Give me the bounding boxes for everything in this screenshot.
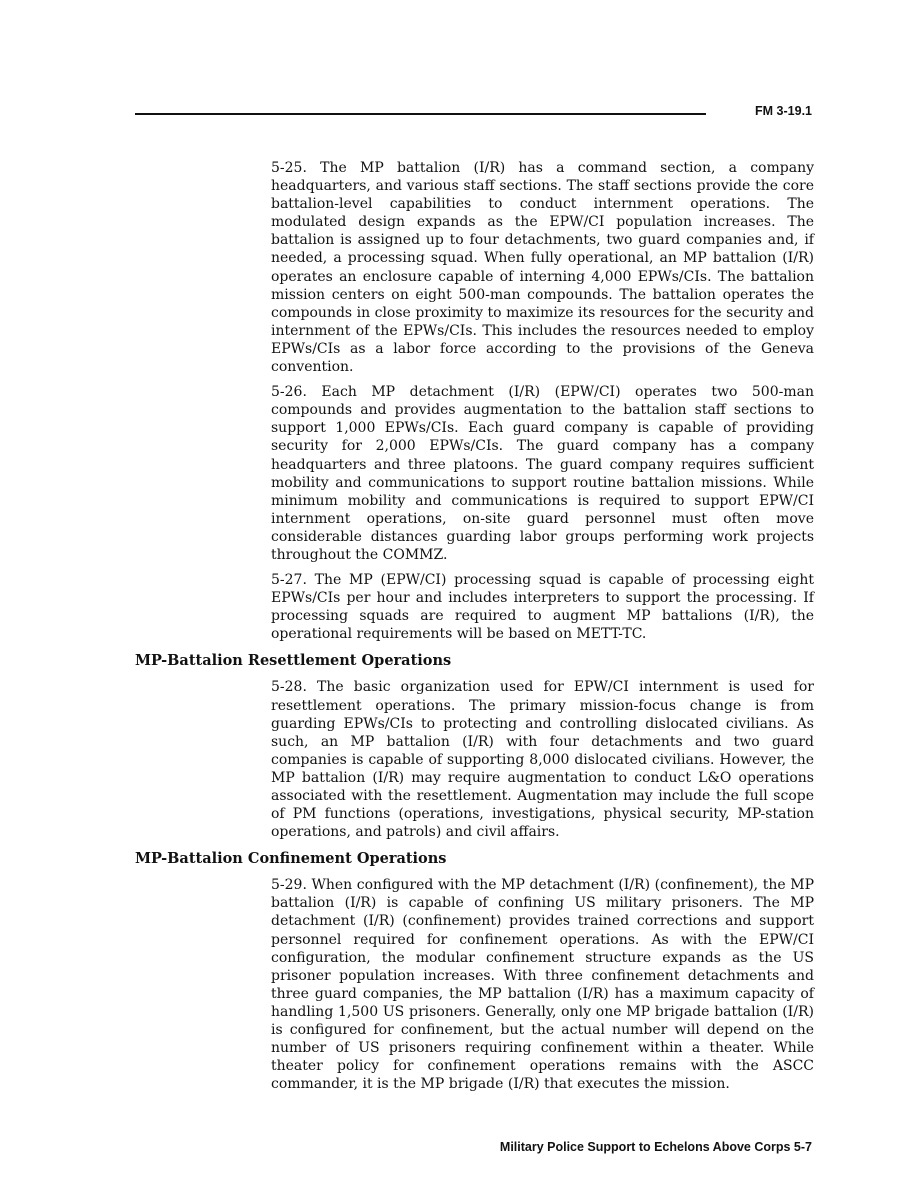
heading-resettlement-operations: MP-Battalion Resettlement Operations xyxy=(135,652,452,670)
paragraph-5-25: 5-25. The MP battalion (I/R) has a command section, a company headquarters, and various staff sections. The staff sections provide the core battalion-level capabilities to conduct internment operations. The modulated design expands as the EPW/CI population increases. The battalion is assigned up to four detachments, two guard companies and, if needed, a processing squad. When fully operational, an MP battalion (I/R) operates an enclosure capable of interning 4,000 EPWs/CIs. The battalion mission centers on eight 500-man compounds. The battalion operates the compounds in close proximity to maximize its resources for the security and internment of the EPWs/CIs. This includes the resources needed to employ EPWs/CIs as a labor force according to the provisions of the Geneva convention. xyxy=(271,160,814,376)
heading-confinement-operations: MP-Battalion Confinement Operations xyxy=(135,850,447,868)
document-code: FM 3-19.1 xyxy=(755,104,812,118)
page-body xyxy=(135,159,814,1100)
paragraph-5-26: 5-26. Each MP detachment (I/R) (EPW/CI) operates two 500-man compounds and provides augmentation to the battalion staff sections to support 1,000 EPWs/CIs. Each guard company is capable of providing security for 2,000 EPWs/CIs. The guard company has a company headquarters and three platoons. The guard company requires sufficient mobility and communications to support routine battalion missions. While minimum mobility and communications is required to support EPW/CI internment operations, on-site guard personnel must often move considerable distances guarding labor groups performing work projects throughout the COMMZ. xyxy=(271,384,814,563)
page-footer: Military Police Support to Echelons Above Corps 5-7 xyxy=(499,1140,812,1154)
paragraph-5-27: 5-27. The MP (EPW/CI) processing squad is capable of processing eight EPWs/CIs per hour and includes interpreters to support the processing. If processing squads are required to augment MP battalions (I/R), the operational requirements will be based on METT-TC. xyxy=(271,572,814,643)
paragraph-5-28: 5-28. The basic organization used for EPW/CI internment is used for resettlement operations. The primary mission-focus change is from guarding EPWs/CIs to protecting and controlling dislocated civilians. As such, an MP battalion (I/R) with four detachments and two guard companies is capable of supporting 8,000 dislocated civilians. However, the MP battalion (I/R) may require augmentation to conduct L&O operations associated with the resettlement. Augmentation may include the full scope of PM functions (operations, investigations, physical security, MP-station operations, and patrols) and civil affairs. xyxy=(271,679,814,841)
header-rule xyxy=(135,113,706,115)
paragraph-5-29: 5-29. When configured with the MP detachment (I/R) (confinement), the MP battalion (I/R) is capable of confining US military prisoners. The MP detachment (I/R) (confinement) provides trained corrections and support personnel required for confinement operations. As with the EPW/CI configuration, the modular confinement structure expands as the US prisoner population increases. With three confinement detachments and three guard companies, the MP battalion (I/R) has a maximum capacity of handling 1,500 US prisoners. Generally, only one MP brigade battalion (I/R) is configured for confinement, but the actual number will depend on the number of US prisoners requiring confinement within a theater. While theater policy for confinement operations remains with the ASCC commander, it is the MP brigade (I/R) that executes the mission. xyxy=(271,877,814,1093)
